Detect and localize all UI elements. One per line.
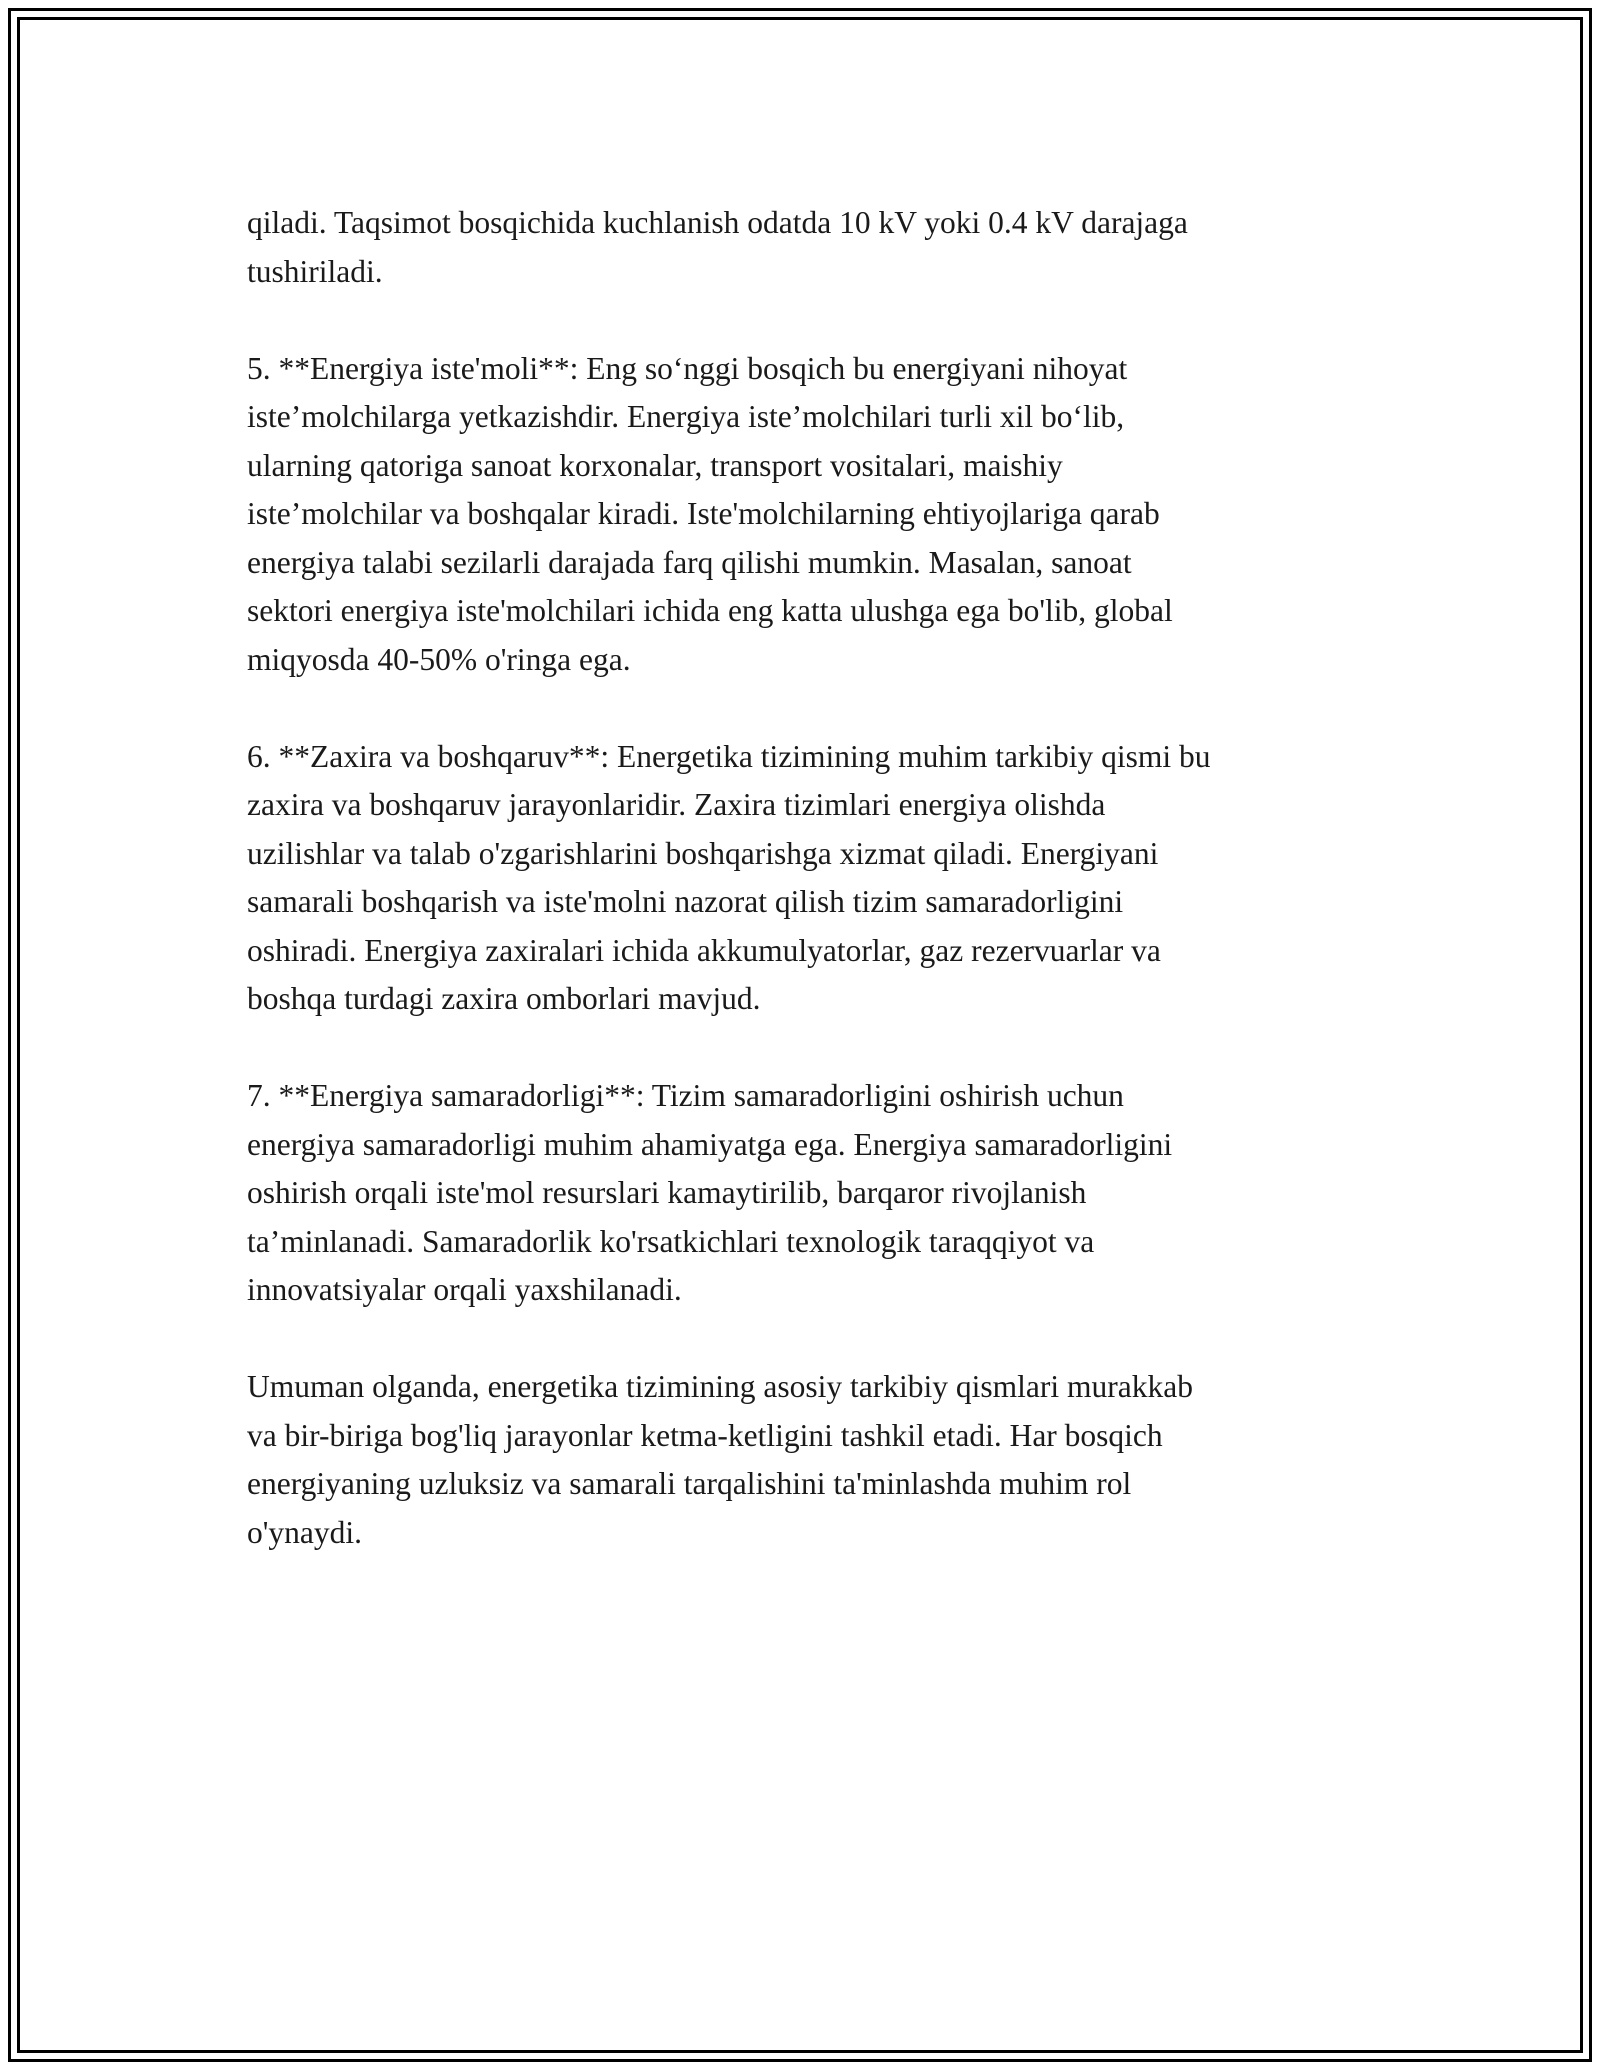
text-line: boshqa turdagi zaxira omborlari mavjud. — [247, 981, 761, 1016]
text-line: va bir-biriga bog'liq jarayonlar ketma-ketligini tashkil etadi. Har bosqich — [247, 1417, 1163, 1453]
page-frame — [8, 8, 1592, 2062]
text-line: o'ynaydi. — [247, 1514, 363, 1550]
text-line: 5. **Energiya iste'moli**: Eng so‘nggi bosqich bu energiyani nihoyat — [247, 350, 1128, 386]
text-line: energiya samaradorligi muhim ahamiyatga ega. Energiya samaradorligini — [247, 1126, 1173, 1162]
text-line: 6. **Zaxira va boshqaruv**: Energetika tizimining muhim tarkibiy qismi bu — [247, 738, 1211, 774]
text-line: zaxira va boshqaruv jarayonlaridir. Zaxira tizimlari energiya olishda — [247, 787, 1106, 822]
text-line: ta’minlanadi. Samaradorlik ko'rsatkichlari texnologik taraqqiyot va — [247, 1223, 1095, 1259]
text-line: sektori energiya iste'molchilari ichida eng katta ulushga ega bo'lib, global — [247, 593, 1173, 628]
text-line: energiyaning uzluksiz va samarali tarqalishini ta'minlashda muhim rol — [247, 1466, 1132, 1501]
text-line: oshirish orqali iste'mol resurslari kamaytirilib, barqaror rivojlanish — [247, 1175, 1087, 1210]
document-body — [247, 199, 1377, 1557]
text-line: ularning qatoriga sanoat korxonalar, transport vositalari, maishiy — [247, 447, 1063, 483]
text-line: iste’molchilar va boshqalar kiradi. Iste'molchilarning ehtiyojlariga qarab — [247, 496, 1160, 531]
text-line: uzilishlar va talab o'zgarishlarini boshqarishga xizmat qiladi. Energiyani — [247, 835, 1159, 871]
paragraph-energy-consumption — [247, 345, 1377, 685]
text-line: Umuman olganda, energetika tizimining asosiy tarkibiy qismlari murakkab — [247, 1369, 1193, 1404]
paragraph-reserve-and-control — [247, 733, 1377, 1024]
text-line: energiya talabi sezilarli darajada farq qilishi mumkin. Masalan, sanoat — [247, 544, 1132, 580]
paragraph-conclusion — [247, 1363, 1377, 1557]
text-line: 7. **Energiya samaradorligi**: Tizim samaradorligini oshirish uchun — [247, 1078, 1124, 1113]
text-line: iste’molchilarga yetkazishdir. Energiya iste’molchilari turli xil bo‘lib, — [247, 399, 1125, 434]
text-line: samarali boshqarish va iste'molni nazorat qilish tizim samaradorligini — [247, 884, 1124, 919]
paragraph-energy-efficiency — [247, 1072, 1377, 1315]
text-line: tushiriladi. — [247, 253, 383, 289]
paragraph-distribution-end — [247, 199, 1377, 296]
text-line: innovatsiyalar orqali yaxshilanadi. — [247, 1272, 682, 1307]
text-line: miqyosda 40-50% o'ringa ega. — [247, 641, 631, 677]
text-line: oshiradi. Energiya zaxiralari ichida akkumulyatorlar, gaz rezervuarlar va — [247, 932, 1161, 968]
text-line: qiladi. Taqsimot bosqichida kuchlanish odatda 10 kV yoki 0.4 kV darajaga — [247, 205, 1188, 240]
